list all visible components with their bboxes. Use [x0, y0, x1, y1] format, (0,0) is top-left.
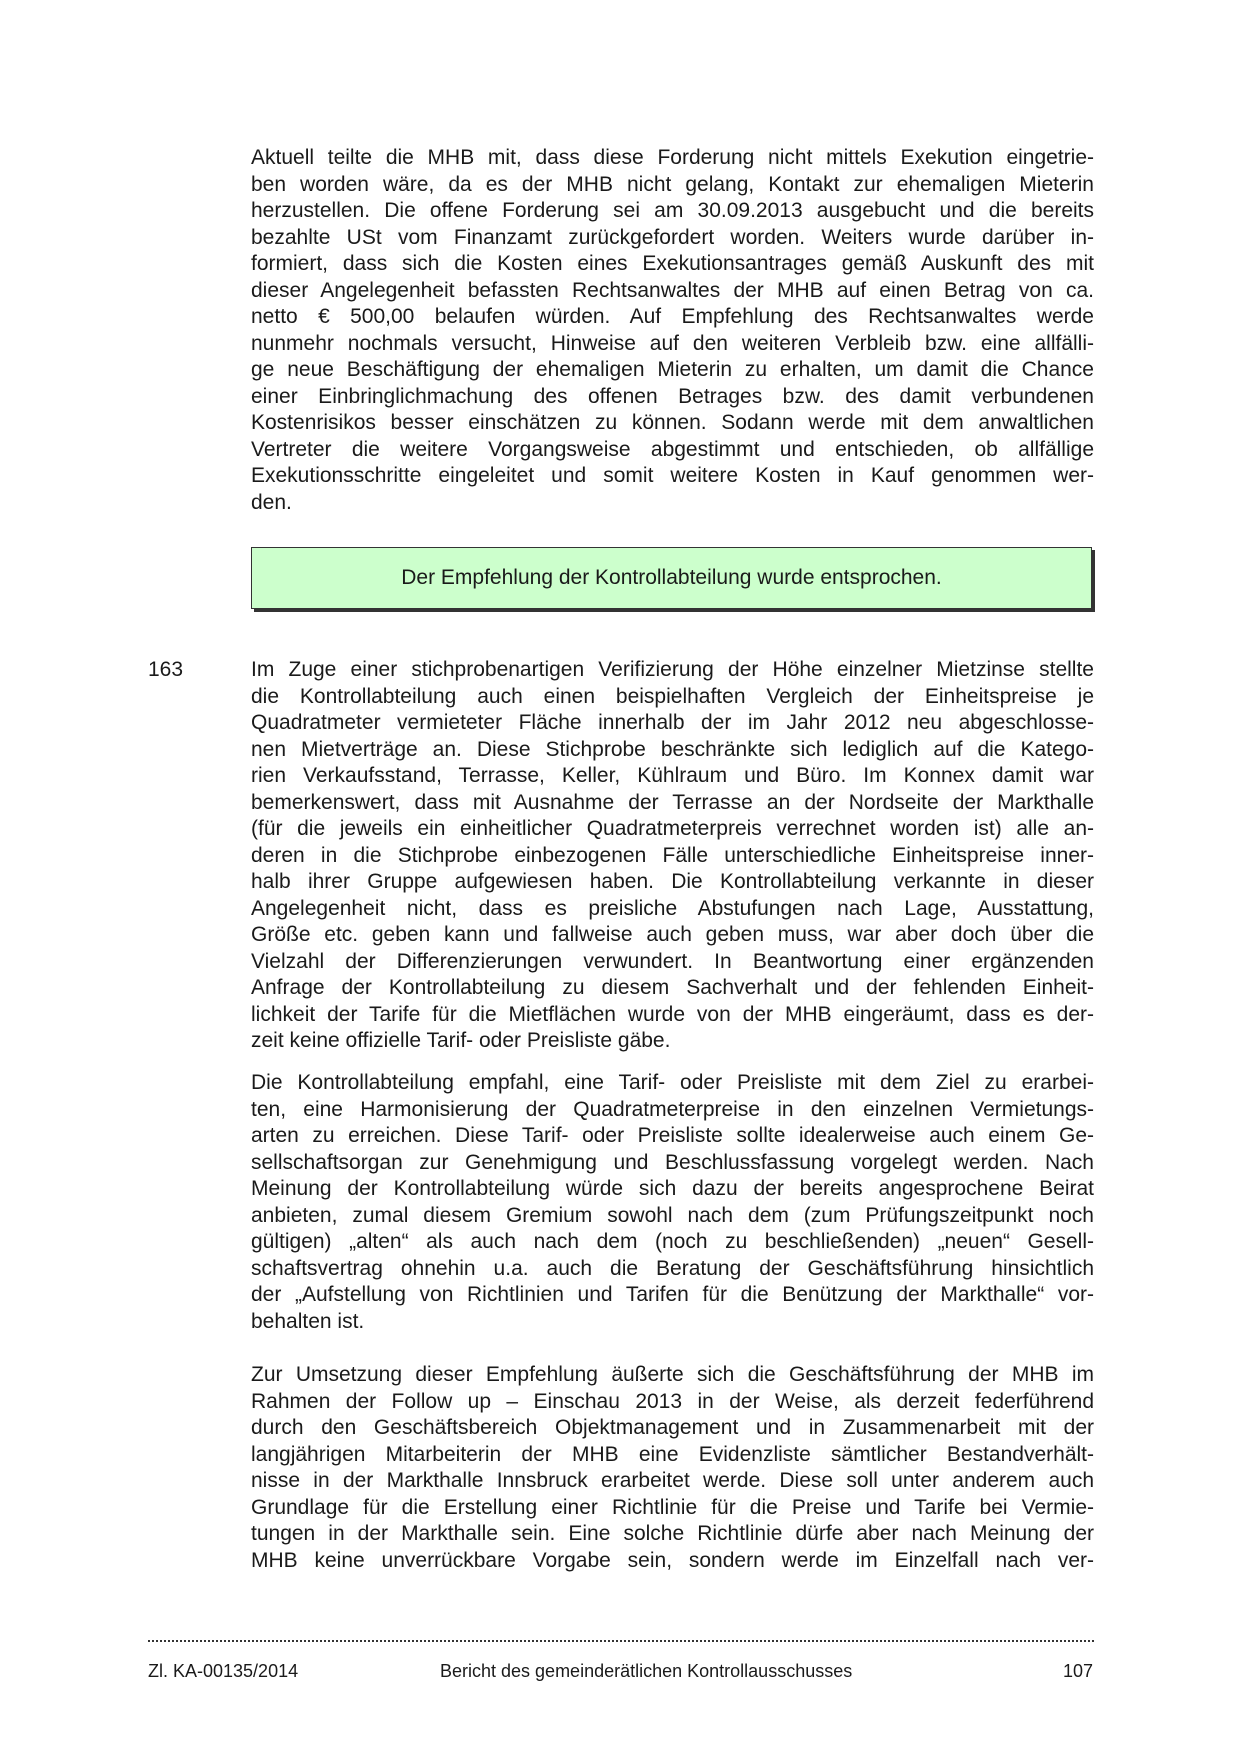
text-line: Kostenrisikos besser einschätzen zu können. Sodann werde mit dem anwaltlichen: [251, 411, 1094, 434]
text-line: die Kontrollabteilung auch einen beispielhaften Vergleich der Einheitspreise je: [251, 684, 1094, 708]
paragraph-recommendation: [251, 1070, 1094, 1335]
footer-page-number: 107: [1062, 1661, 1093, 1681]
text-line: gültigen) „alten“ als auch nach dem (noch zu beschließenden) „neuen“ Gesell-: [251, 1230, 1094, 1253]
text-line: Grundlage für die Erstellung einer Richtlinie für die Preise und Tarife bei Vermie-: [251, 1495, 1094, 1519]
text-line: durch den Geschäftsbereich Objektmanagement und in Zusammenarbeit mit der: [251, 1416, 1094, 1439]
text-line: Quadratmeter vermieteter Fläche innerhalb der im Jahr 2012 neu abgeschlosse-: [251, 711, 1094, 734]
text-line: ge neue Beschäftigung der ehemaligen Mieterin zu erhalten, um damit die Chance: [251, 358, 1094, 381]
text-line: Vertreter die weitere Vorgangsweise abgestimmt und entschieden, ob allfällige: [251, 437, 1094, 461]
text-line: Zur Umsetzung dieser Empfehlung äußerte sich die Geschäftsführung der MHB im: [251, 1363, 1094, 1386]
text-line: behalten ist.: [251, 1309, 365, 1333]
text-line: (für die jeweils ein einheitlicher Quadratmeterpreis verrechnet worden ist) alle an-: [251, 817, 1094, 840]
footer-divider: [148, 1640, 1094, 1642]
text-line: nen Mietverträge an. Diese Stichprobe beschränkte sich lediglich auf die Katego-: [251, 737, 1094, 761]
text-line: ten, eine Harmonisierung der Quadratmeterpreise in den einzelnen Vermietungs-: [251, 1097, 1094, 1121]
text-line: Anfrage der Kontrollabteilung zu diesem Sachverhalt und der fehlenden Einheit-: [251, 976, 1094, 999]
text-line: herzustellen. Die offene Forderung sei am 30.09.2013 ausgebucht und die bereits: [251, 199, 1094, 222]
text-line: Vielzahl der Differenzierungen verwundert. In Beantwortung einer ergänzenden: [251, 949, 1094, 973]
text-line: MHB keine unverrückbare Vorgabe sein, sondern werde im Einzelfall nach ver-: [251, 1548, 1094, 1572]
text-line: Angelegenheit nicht, dass es preisliche Abstufungen nach Lage, Ausstattung,: [251, 896, 1094, 920]
text-line: arten zu erreichen. Diese Tarif- oder Preisliste sollte idealerweise auch einem Ge-: [251, 1124, 1094, 1147]
top-paragraph: [251, 145, 1094, 516]
section-number: 163: [148, 658, 184, 681]
paragraph-163: [251, 657, 1094, 1055]
text-line: bemerkenswert, dass mit Ausnahme der Terrasse an der Nordseite der Markthalle: [251, 790, 1094, 814]
text-line: nunmehr nochmals versucht, Hinweise auf den weiteren Verbleib bzw. eine allfälli-: [251, 331, 1094, 355]
paragraph-response: [251, 1362, 1094, 1574]
recommendation-box: [251, 547, 1092, 609]
text-line: formiert, dass sich die Kosten eines Exekutionsantrages gemäß Auskunft des mit: [251, 252, 1094, 275]
footer-title: Bericht des gemeinderätlichen Kontrollausschusses: [440, 1661, 853, 1681]
text-line: schaftsvertrag ohnehin u.a. auch die Beratung der Geschäftsführung hinsichtlich: [251, 1256, 1094, 1280]
text-line: Aktuell teilte die MHB mit, dass diese Forderung nicht mittels Exekution eingetrie-: [251, 146, 1094, 169]
text-line: tungen in der Markthalle sein. Eine solche Richtlinie dürfe aber nach Meinung der: [251, 1522, 1094, 1545]
text-line: nisse in der Markthalle Innsbruck erarbeitet werde. Diese soll unter anderem auch: [251, 1469, 1094, 1492]
text-line: Die Kontrollabteilung empfahl, eine Tarif- oder Preisliste mit dem Ziel zu erarbei-: [251, 1071, 1094, 1094]
text-line: den.: [251, 490, 292, 514]
text-line: lichkeit der Tarife für die Mietflächen wurde von der MHB eingeräumt, dass es der-: [251, 1002, 1094, 1026]
text-line: netto € 500,00 belaufen würden. Auf Empfehlung des Rechtsanwaltes werde: [251, 305, 1094, 328]
footer-reference: Zl. KA-00135/2014: [148, 1661, 299, 1681]
text-line: Meinung der Kontrollabteilung würde sich dazu der bereits angesprochene Beirat: [251, 1177, 1094, 1200]
text-line: zeit keine offizielle Tarif- oder Preisliste gäbe.: [251, 1029, 671, 1052]
text-line: ben worden wäre, da es der MHB nicht gelang, Kontakt zur ehemaligen Mieterin: [251, 172, 1094, 196]
text-line: einer Einbringlichmachung des offenen Betrages bzw. des damit verbundenen: [251, 384, 1094, 408]
text-line: Exekutionsschritte eingeleitet und somit weitere Kosten in Kauf genommen wer-: [251, 464, 1094, 487]
text-line: deren in die Stichprobe einbezogenen Fälle unterschiedliche Einheitspreise inner-: [251, 843, 1094, 867]
text-line: Rahmen der Follow up – Einschau 2013 in der Weise, als derzeit federführend: [251, 1389, 1094, 1413]
text-line: bezahlte USt vom Finanzamt zurückgefordert worden. Weiters wurde darüber in-: [251, 225, 1094, 249]
text-line: Größe etc. geben kann und fallweise auch geben muss, war aber doch über die: [251, 923, 1094, 946]
text-line: rien Verkaufsstand, Terrasse, Keller, Kühlraum und Büro. Im Konnex damit war: [251, 764, 1094, 787]
text-line: der „Aufstellung von Richtlinien und Tarifen für die Benützung der Markthalle“ vor-: [251, 1283, 1094, 1306]
text-line: halb ihrer Gruppe aufgewiesen haben. Die Kontrollabteilung verkannte in dieser: [251, 870, 1094, 893]
text-line: Im Zuge einer stichprobenartigen Verifizierung der Höhe einzelner Mietzinse stellte: [251, 658, 1094, 681]
text-line: sellschaftsorgan zur Genehmigung und Beschlussfassung vorgelegt werden. Nach: [251, 1150, 1094, 1174]
text-line: anbieten, zumal diesem Gremium sowohl nach dem (zum Prüfungszeitpunkt noch: [251, 1203, 1094, 1227]
recommendation-box-text: Der Empfehlung der Kontrollabteilung wurde entsprochen.: [401, 566, 942, 589]
text-line: langjährigen Mitarbeiterin der MHB eine Evidenzliste sämtlicher Bestandverhält-: [251, 1442, 1094, 1466]
text-line: dieser Angelegenheit befassten Rechtsanwaltes der MHB auf einen Betrag von ca.: [251, 278, 1094, 302]
